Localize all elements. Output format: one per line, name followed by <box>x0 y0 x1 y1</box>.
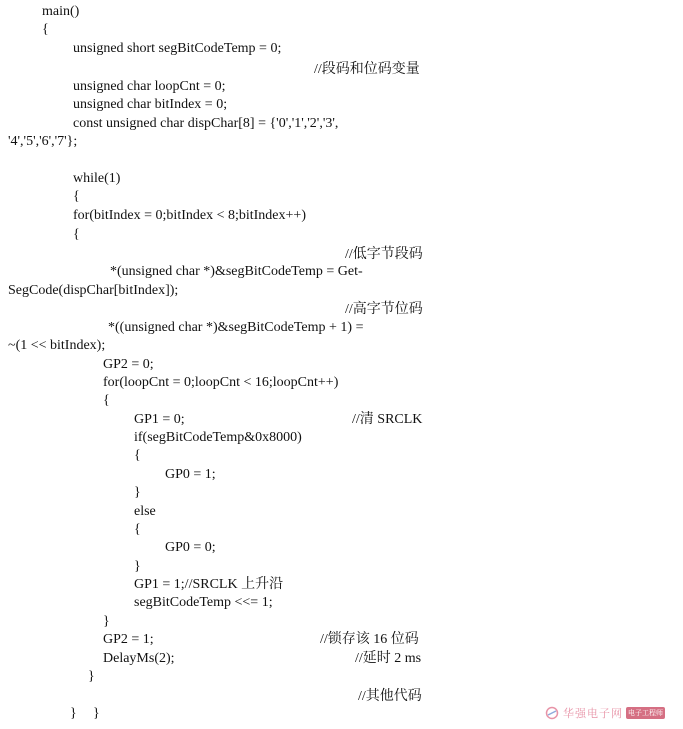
watermark-badge: 电子工程师 <box>628 709 663 717</box>
code-line: if(segBitCodeTemp&0x8000) <box>134 430 302 445</box>
code-comment: //延时 2 ms <box>355 651 422 666</box>
code-comment: //高字节位码 <box>345 302 423 317</box>
code-line: unsigned char bitIndex = 0; <box>73 97 228 112</box>
code-line: *((unsigned char *)&segBitCodeTemp + 1) = <box>108 320 364 335</box>
code-line: segBitCodeTemp <<= 1; <box>134 595 273 610</box>
code-line: main() <box>42 4 80 19</box>
code-line: while(1) <box>73 171 121 186</box>
code-line: unsigned short segBitCodeTemp = 0; <box>73 41 282 56</box>
code-comment: //低字节段码 <box>345 247 423 262</box>
code-line: GP1 = 1;//SRCLK 上升沿 <box>134 577 284 592</box>
code-line: { <box>73 227 80 242</box>
code-line: { <box>103 393 110 408</box>
code-comment: //段码和位码变量 <box>314 62 420 77</box>
code-line: { <box>134 448 141 463</box>
code-line: { <box>73 189 80 204</box>
code-line: } <box>134 485 141 500</box>
code-line: } <box>103 614 110 629</box>
code-line: SegCode(dispChar[bitIndex]); <box>8 283 179 298</box>
watermark-logo-icon <box>544 706 560 720</box>
code-line: { <box>42 22 49 37</box>
code-line: GP1 = 0; <box>134 412 185 427</box>
code-line: unsigned char loopCnt = 0; <box>73 79 226 94</box>
code-line: } <box>70 706 77 721</box>
code-line: { <box>134 522 141 537</box>
code-line: GP2 = 0; <box>103 357 154 372</box>
code-line: } <box>93 706 100 721</box>
code-line: DelayMs(2); <box>103 651 175 666</box>
code-line: *(unsigned char *)&segBitCodeTemp = Get- <box>110 264 363 279</box>
code-line: } <box>88 669 95 684</box>
code-line: ~(1 << bitIndex); <box>8 338 106 353</box>
code-line: const unsigned char dispChar[8] = {'0','1','2','3', <box>73 116 339 131</box>
code-line: else <box>134 504 156 519</box>
code-line: for(bitIndex = 0;bitIndex < 8;bitIndex++) <box>73 208 306 223</box>
code-line: GP0 = 1; <box>165 467 216 482</box>
code-line: GP2 = 1; <box>103 632 154 647</box>
code-line: '4','5','6','7'}; <box>8 134 78 149</box>
code-comment: //锁存该 16 位码 <box>320 632 419 647</box>
code-comment: //其他代码 <box>358 689 422 704</box>
code-line: for(loopCnt = 0;loopCnt < 16;loopCnt++) <box>103 375 339 390</box>
code-line: } <box>134 559 141 574</box>
watermark-text: 华强电子网 <box>563 707 623 720</box>
code-line: GP0 = 0; <box>165 540 216 555</box>
watermark <box>544 705 665 721</box>
code-comment: //清 SRCLK <box>352 412 423 427</box>
